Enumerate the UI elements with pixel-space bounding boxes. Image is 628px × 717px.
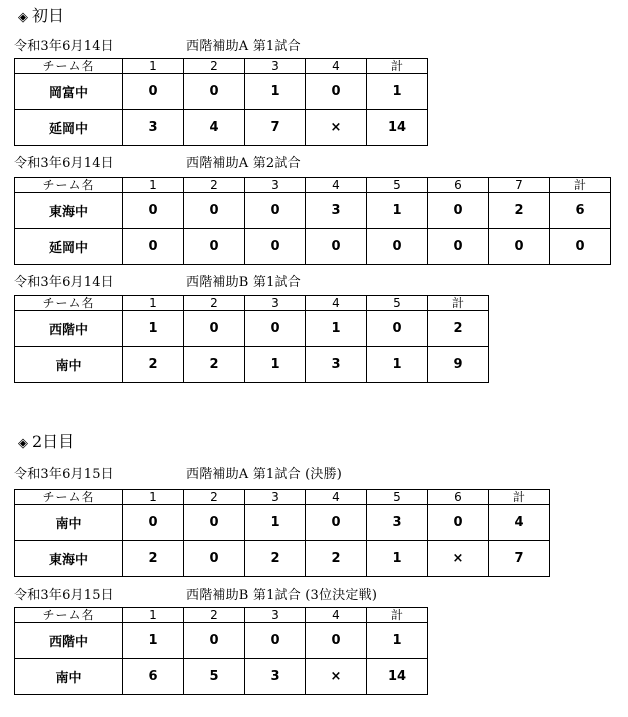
inning-header: 4 bbox=[306, 608, 367, 623]
team-name: 延岡中 bbox=[15, 110, 123, 146]
inning-score: 0 bbox=[428, 229, 489, 265]
day1-heading-text: 初日 bbox=[32, 6, 65, 25]
inning-score: 3 bbox=[306, 193, 367, 229]
inning-header: 4 bbox=[306, 59, 367, 74]
team-name: 南中 bbox=[15, 347, 123, 383]
game-title: 西階補助A 第2試合 bbox=[186, 156, 301, 171]
day2-heading-text: 2日目 bbox=[32, 432, 75, 451]
inning-score: 0 bbox=[306, 229, 367, 265]
inning-score: 0 bbox=[245, 229, 306, 265]
inning-score: 0 bbox=[428, 193, 489, 229]
inning-score: 0 bbox=[184, 193, 245, 229]
inning-score: 2 bbox=[489, 193, 550, 229]
score-table bbox=[14, 489, 550, 577]
inning-header: 2 bbox=[184, 608, 245, 623]
team-name: 東海中 bbox=[15, 541, 123, 577]
inning-score: 1 bbox=[306, 311, 367, 347]
inning-header: 1 bbox=[123, 608, 184, 623]
inning-score: 7 bbox=[245, 110, 306, 146]
inning-score: 0 bbox=[184, 623, 245, 659]
total-score: 0 bbox=[550, 229, 611, 265]
team-header: チーム名 bbox=[15, 59, 123, 74]
inning-header: 2 bbox=[184, 490, 245, 505]
table-row bbox=[15, 193, 611, 229]
inning-score: 1 bbox=[123, 623, 184, 659]
inning-header: 3 bbox=[245, 490, 306, 505]
game-date: 令和3年6月15日 bbox=[14, 467, 114, 482]
inning-score: 0 bbox=[367, 311, 428, 347]
total-score: 1 bbox=[367, 623, 428, 659]
inning-score: 1 bbox=[123, 311, 184, 347]
inning-score: 5 bbox=[184, 659, 245, 695]
inning-score: 0 bbox=[184, 74, 245, 110]
total-score: 14 bbox=[367, 659, 428, 695]
inning-score: 3 bbox=[245, 659, 306, 695]
inning-score: 0 bbox=[123, 505, 184, 541]
inning-score: 3 bbox=[123, 110, 184, 146]
inning-score: 1 bbox=[245, 505, 306, 541]
diamond-bullet-icon: ◈ bbox=[18, 10, 28, 25]
total-score: 4 bbox=[489, 505, 550, 541]
score-table bbox=[14, 58, 428, 146]
game-title: 西階補助A 第1試合 (決勝) bbox=[186, 467, 343, 482]
table-row bbox=[15, 311, 489, 347]
game-caption bbox=[14, 466, 343, 484]
total-score: 1 bbox=[367, 74, 428, 110]
inning-score: 0 bbox=[367, 229, 428, 265]
table-row bbox=[15, 347, 489, 383]
inning-header: 1 bbox=[123, 490, 184, 505]
inning-score: 2 bbox=[245, 541, 306, 577]
inning-header: 7 bbox=[489, 178, 550, 193]
game-caption bbox=[14, 38, 301, 56]
table-row bbox=[15, 623, 428, 659]
inning-score: 3 bbox=[306, 347, 367, 383]
inning-score: 0 bbox=[123, 74, 184, 110]
total-header: 計 bbox=[367, 608, 428, 623]
total-header: 計 bbox=[550, 178, 611, 193]
total-header: 計 bbox=[428, 296, 489, 311]
inning-header: 1 bbox=[123, 296, 184, 311]
inning-score: × bbox=[306, 110, 367, 146]
inning-score: 0 bbox=[184, 505, 245, 541]
inning-score: 1 bbox=[367, 193, 428, 229]
game-title: 西階補助A 第1試合 bbox=[186, 39, 301, 54]
team-name: 南中 bbox=[15, 659, 123, 695]
inning-header: 4 bbox=[306, 178, 367, 193]
inning-header: 5 bbox=[367, 296, 428, 311]
inning-header: 5 bbox=[367, 178, 428, 193]
inning-header: 2 bbox=[184, 178, 245, 193]
team-name: 岡富中 bbox=[15, 74, 123, 110]
team-header: チーム名 bbox=[15, 178, 123, 193]
inning-header: 1 bbox=[123, 178, 184, 193]
table-row bbox=[15, 229, 611, 265]
table-row bbox=[15, 659, 428, 695]
total-score: 7 bbox=[489, 541, 550, 577]
table-row bbox=[15, 110, 428, 146]
inning-score: 1 bbox=[245, 347, 306, 383]
game-caption bbox=[14, 587, 378, 605]
inning-score: 0 bbox=[123, 193, 184, 229]
inning-score: 0 bbox=[489, 229, 550, 265]
total-header: 計 bbox=[367, 59, 428, 74]
inning-score: × bbox=[306, 659, 367, 695]
table-row bbox=[15, 74, 428, 110]
day2-heading bbox=[18, 431, 74, 453]
inning-score: 0 bbox=[245, 193, 306, 229]
team-name: 東海中 bbox=[15, 193, 123, 229]
inning-header: 3 bbox=[245, 296, 306, 311]
inning-score: 2 bbox=[123, 347, 184, 383]
table-header-row bbox=[15, 296, 489, 311]
inning-score: 0 bbox=[123, 229, 184, 265]
inning-score: 2 bbox=[123, 541, 184, 577]
inning-header: 1 bbox=[123, 59, 184, 74]
inning-score: 1 bbox=[367, 347, 428, 383]
inning-score: 2 bbox=[306, 541, 367, 577]
inning-score: 0 bbox=[428, 505, 489, 541]
inning-score: 4 bbox=[184, 110, 245, 146]
diamond-bullet-icon: ◈ bbox=[18, 436, 28, 451]
score-table bbox=[14, 177, 611, 265]
game-date: 令和3年6月15日 bbox=[14, 588, 114, 603]
inning-score: 0 bbox=[306, 505, 367, 541]
inning-score: 0 bbox=[245, 623, 306, 659]
table-header-row bbox=[15, 178, 611, 193]
game-title: 西階補助B 第1試合 bbox=[186, 275, 301, 290]
inning-header: 3 bbox=[245, 608, 306, 623]
inning-score: 1 bbox=[367, 541, 428, 577]
score-table bbox=[14, 295, 489, 383]
total-score: 2 bbox=[428, 311, 489, 347]
inning-header: 5 bbox=[367, 490, 428, 505]
inning-header: 4 bbox=[306, 296, 367, 311]
inning-score: 0 bbox=[184, 229, 245, 265]
total-score: 14 bbox=[367, 110, 428, 146]
game-date: 令和3年6月14日 bbox=[14, 275, 114, 290]
inning-score: 0 bbox=[306, 623, 367, 659]
total-score: 6 bbox=[550, 193, 611, 229]
inning-header: 3 bbox=[245, 178, 306, 193]
inning-header: 2 bbox=[184, 59, 245, 74]
inning-score: 0 bbox=[245, 311, 306, 347]
inning-score: 0 bbox=[184, 541, 245, 577]
team-header: チーム名 bbox=[15, 608, 123, 623]
inning-score: × bbox=[428, 541, 489, 577]
day1-heading bbox=[18, 5, 64, 27]
table-header-row bbox=[15, 608, 428, 623]
score-table bbox=[14, 607, 428, 695]
inning-header: 6 bbox=[428, 178, 489, 193]
inning-score: 3 bbox=[367, 505, 428, 541]
inning-score: 0 bbox=[306, 74, 367, 110]
team-header: チーム名 bbox=[15, 296, 123, 311]
inning-score: 1 bbox=[245, 74, 306, 110]
inning-score: 6 bbox=[123, 659, 184, 695]
table-row bbox=[15, 505, 550, 541]
team-name: 西階中 bbox=[15, 311, 123, 347]
game-date: 令和3年6月14日 bbox=[14, 156, 114, 171]
inning-score: 2 bbox=[184, 347, 245, 383]
table-row bbox=[15, 541, 550, 577]
game-caption bbox=[14, 274, 301, 292]
inning-score: 0 bbox=[184, 311, 245, 347]
game-title: 西階補助B 第1試合 (3位決定戦) bbox=[186, 588, 378, 603]
table-header-row bbox=[15, 59, 428, 74]
team-header: チーム名 bbox=[15, 490, 123, 505]
table-header-row bbox=[15, 490, 550, 505]
inning-header: 3 bbox=[245, 59, 306, 74]
inning-header: 6 bbox=[428, 490, 489, 505]
total-score: 9 bbox=[428, 347, 489, 383]
inning-header: 4 bbox=[306, 490, 367, 505]
team-name: 西階中 bbox=[15, 623, 123, 659]
team-name: 延岡中 bbox=[15, 229, 123, 265]
game-caption bbox=[14, 155, 301, 173]
game-date: 令和3年6月14日 bbox=[14, 39, 114, 54]
inning-header: 2 bbox=[184, 296, 245, 311]
team-name: 南中 bbox=[15, 505, 123, 541]
total-header: 計 bbox=[489, 490, 550, 505]
